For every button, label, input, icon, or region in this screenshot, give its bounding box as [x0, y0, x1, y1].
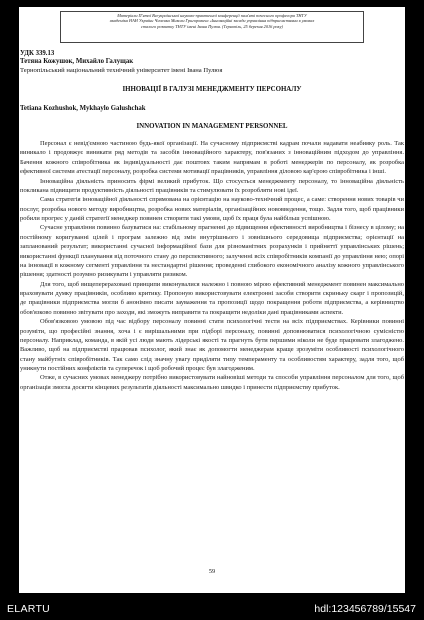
authors-en: Tetiana Kozhushok, Mykhaylo Galushchak — [20, 105, 146, 112]
conference-header-line: Матеріали П'ятої Всеукраїнської науково-практичної конференції пам'яті почесного професора ТНТУ — [117, 13, 307, 18]
body-paragraph: Персонал є невід'ємною частиною будь-якої організації. На сучасному підприємстві кадрам почали надавати неабияку роль. Так виникало і продовжує виникати ряд методів та засобів інноваційного характеру, пов'язаних з інноваційним підходом до управління. Бачення кожного співробітника як індивідуальності дає поштовх таким напрямам в роботі менеджерів по персоналу, як розробка ефективної системи атестації персоналу, розробка системи мотивації працівників, управління діловою кар'єрою співробітника і інші. — [20, 140, 404, 176]
body-paragraph: Інноваційна діяльність приносить фірмі великий прибуток. Що стосується менеджменту персоналу, то інноваційна діяльність покликана підвищити продуктивність діяльності працівників та стимулювати їх розробляти нові ідеї. — [20, 177, 404, 194]
title-ua: ІННОВАЦІЇ В ГАЛУЗІ МЕНЕДЖМЕНТУ ПЕРСОНАЛУ — [122, 86, 302, 93]
body-paragraph: Отже, в сучасних умовах менеджеру потрібно використовувати найновіші методи та способи управління персоналом для того, щоб організація змогла досягти кінцевих результатів діяльності максимально швидко і принести підприємству прибуток. — [20, 374, 404, 391]
udk-code: УДК 339.13 — [20, 50, 55, 57]
conference-header-box — [60, 11, 364, 43]
repository-name: ELARTU — [7, 603, 51, 615]
handle-identifier: hdl:123456789/15547 — [314, 603, 416, 615]
body-paragraph: Сама стратегія інноваційної діяльності спрямована на орієнтацію на науково-технічний процес, а саме: створення нових товарів чи послуг, розробка нового методу виробництва, розробка нових матеріалів, організаційних нововведення, тощо. Задля того, щоб працівники робили прогрес у даній стратегії менеджер повинен створити такі умови, щоб їх праця була найбільш успішною. — [20, 196, 404, 222]
document-page — [19, 7, 405, 593]
body-paragraph: Для того, щоб вищеперераховані принципи виконувалися належно і повною мірою ефективний менеджмент повинен максимально враховувати думку працівників, особливо критику. Пропоную використовувати електронні засоби створити скриньку скарг і пропозицій, де працівники підприємства могли б анонімно писати зауваження та пропозиції щодо покращення роботи підприємства, а керівництво обов'язково повинно звітувати про заходи, які зможуть виправити та покращити недоліки дані працівниками аспекти. — [20, 280, 404, 316]
authors-ua: Тетяна Кожушок, Михайло Галущак — [20, 58, 134, 65]
title-en: INNOVATION IN MANAGEMENT PERSONNEL — [136, 123, 288, 130]
body-paragraph: Сучасне управління повинно базуватися на: стабільному прагненні до підвищення ефективності виробництва і бізнесу в цілому; на постійному коригуванні цілей і програм залежно від змін внутрішнього і зовнішнього середовища підприємства; орієнтації на запланований результат; використанні сучасної інформаційної бази для різноманітних розрахунків і прийняттї управлінських рішень; використанні функції планування від поточного стану до перспективного; залученні всіх співробітників компанії до управління нею; опорі на інновації в кожному сегменті управління та нестандартні рішення; проведенні глибокого економічного аналізу кожного управлінського рішення; здатності розумно ризикувати і управляти ризиком. — [20, 224, 404, 279]
conference-header-line: академіка НАН України Чиченка Миколи Григоровича «Інноваційні засади управління підприємствами в умовах — [109, 18, 315, 24]
page-number: 59 — [208, 568, 216, 575]
conference-header-line: сталого розвитку ТНТУ імені Івана Пулюя. (Тернопіль, 25 березня 2016 року) — [141, 23, 283, 29]
body-paragraph: Обов'язковою умовою під час відбору персоналу повинні стати психологічні тести на всіх підприємствах. Керівники повинні розуміти, що професійні знання, хоча і є вирішальними при підборі персоналу, повинні доповнюватися психологічною сумісністю персоналу. Наприклад, команда, в якій усі люди мають лідерські якості та прагнуть бути першими ніколи не буде працювати злагоджено. Важливо, щоб на підприємстві працював психолог, який знає як допомогти менеджерам краще зрозуміти особливості психологічного стану майбутніх співробітників. Так само слід значну увагу приділяти типу темпераменту та особливостям характеру, задля того, щоб уникнути постійних конфліктів та суперечок і щоб робочий процес був злагодженим. — [20, 318, 404, 372]
affiliation: Тернопільський національний технічний університет імені Івана Пулюя — [20, 67, 223, 74]
viewer-footer-bar — [0, 599, 424, 620]
article-body — [20, 139, 404, 392]
